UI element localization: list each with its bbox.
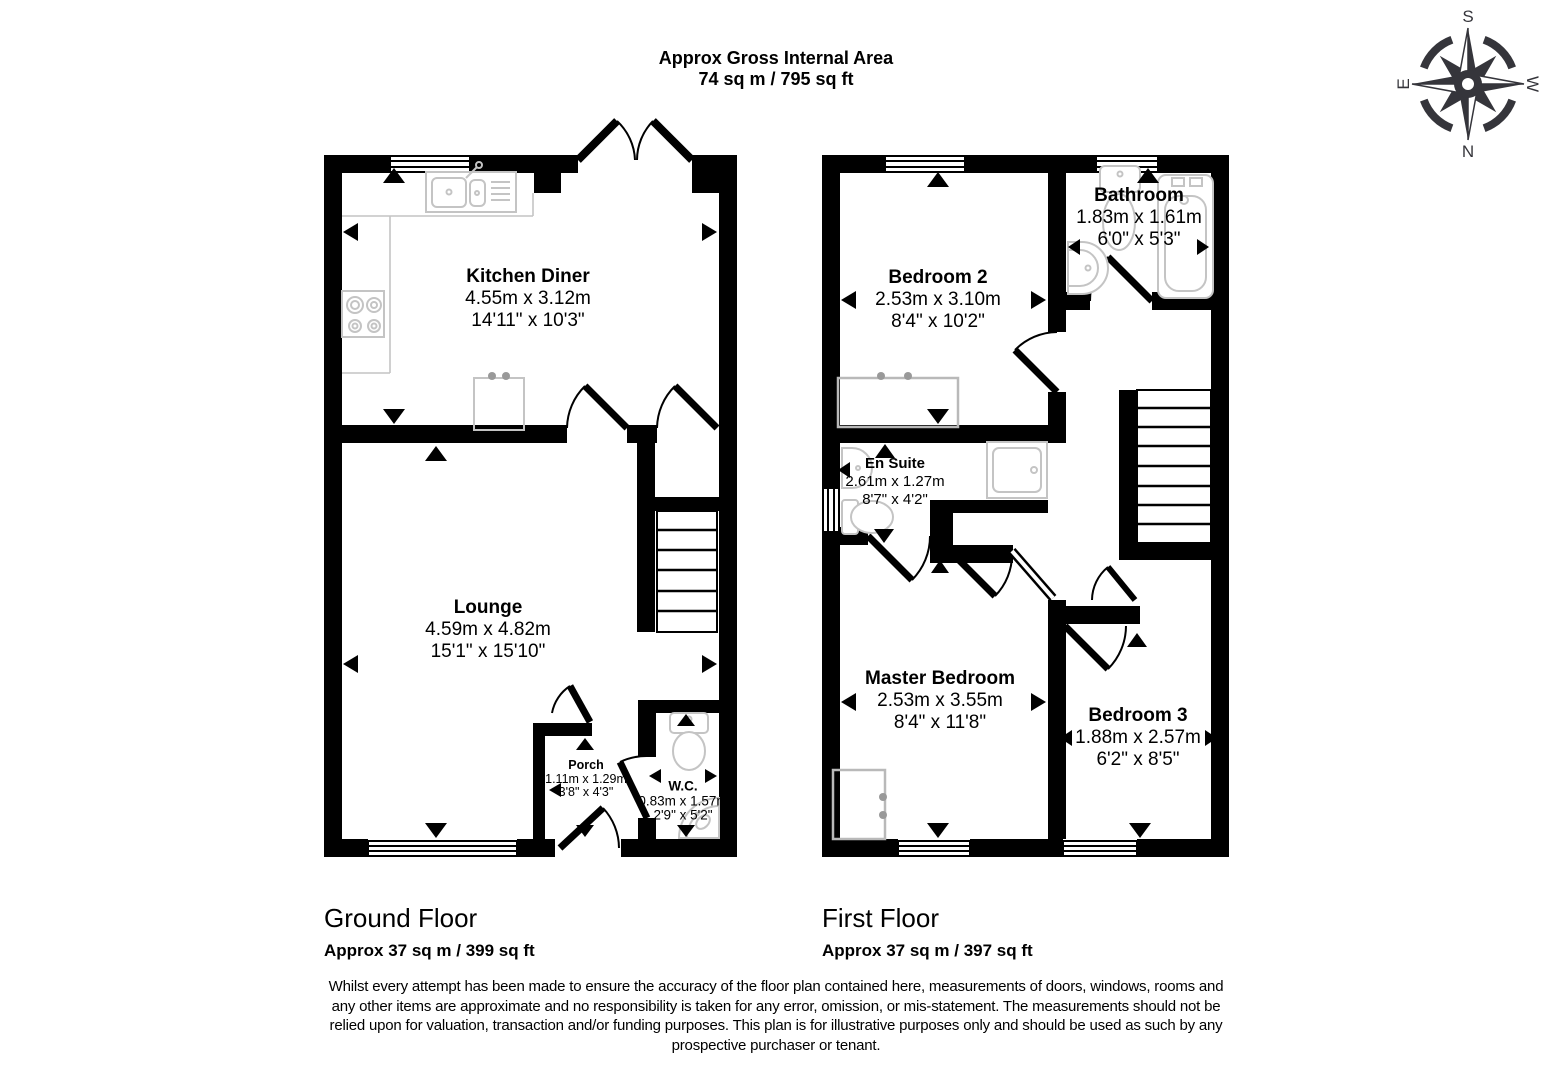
room-imperial: 6'0" x 5'3" <box>1097 229 1181 250</box>
bedroom2-window <box>885 156 965 172</box>
first-floor-caption <box>822 903 1033 961</box>
bedroom3-window <box>1063 841 1137 856</box>
ensuite-window <box>823 488 839 532</box>
appliance-icon <box>474 372 524 430</box>
first-floor-label: First Floor <box>822 903 939 933</box>
room-imperial: 15'1" x 15'10" <box>430 641 546 662</box>
room-imperial: 8'4" x 10'2" <box>891 311 985 332</box>
room-label-master-bedroom <box>865 668 1015 734</box>
shower-icon <box>987 442 1047 498</box>
master-window <box>898 841 970 856</box>
room-name: Bedroom 3 <box>1088 705 1188 726</box>
ground-floor-label: Ground Floor <box>324 903 478 933</box>
room-label-bedroom-2 <box>875 267 1001 333</box>
room-imperial: 6'2" x 8'5" <box>1096 749 1180 770</box>
disclaimer-line: relied upon for valuation, transaction and/or funding purposes. This plan is for illustrative purposes only and should be used as such by any <box>329 1017 1223 1034</box>
room-metric: 4.55m x 3.12m <box>465 288 591 309</box>
room-name: W.C. <box>668 778 698 794</box>
room-name: Bathroom <box>1094 185 1184 206</box>
gross-internal-area: 74 sq m / 795 sq ft <box>698 69 854 89</box>
ground-floor-caption <box>324 903 535 961</box>
kitchen-door-right <box>657 386 717 428</box>
room-metric: 2.61m x 1.27m <box>845 473 945 490</box>
room-imperial: 8'7" x 4'2" <box>862 491 928 508</box>
first-floor-area: Approx 37 sq m / 397 sq ft <box>822 941 1033 960</box>
ensuite-door <box>868 536 930 580</box>
disclaimer-line: prospective purchaser or tenant. <box>671 1036 881 1054</box>
ground-floor-area: Approx 37 sq m / 399 sq ft <box>324 941 535 960</box>
ground-floor-stairs <box>657 511 717 632</box>
room-label-porch <box>545 759 627 800</box>
room-label-en-suite <box>845 455 944 509</box>
room-name: Bedroom 2 <box>888 267 988 288</box>
room-label-bathroom <box>1076 185 1202 251</box>
room-name: Master Bedroom <box>865 668 1015 689</box>
first-floor-stairs <box>1137 390 1211 543</box>
room-name: En Suite <box>864 455 925 472</box>
kitchen-door-left <box>567 386 627 428</box>
kitchen-window <box>390 156 470 172</box>
room-name: Lounge <box>453 597 523 618</box>
page-title: Approx Gross Internal Area <box>658 48 894 68</box>
compass-south-label: S <box>1462 7 1474 26</box>
page-header <box>0 48 1552 93</box>
room-label-kitchen-diner <box>465 266 591 332</box>
room-imperial: 3'8" x 4'3" <box>558 784 614 799</box>
disclaimer <box>0 977 1552 1055</box>
room-imperial: 2'9" x 5'2" <box>653 807 713 823</box>
disclaimer-line: Whilst every attempt has been made to ensure the accuracy of the floor plan contained here, measurements of doors, windows, rooms and <box>328 978 1224 995</box>
room-name: Porch <box>568 757 604 772</box>
room-metric: 0.83m x 1.57m <box>638 792 728 808</box>
room-label-wc <box>638 779 727 823</box>
room-imperial: 14'11" x 10'3" <box>471 310 585 331</box>
hob-icon <box>342 291 384 337</box>
compass-east-label: E <box>1394 78 1413 90</box>
compass-west-label: W <box>1523 75 1542 93</box>
room-metric: 1.88m x 2.57m <box>1075 727 1201 748</box>
porch-door <box>552 686 590 722</box>
landing-door <box>1012 551 1053 598</box>
bedroom2-door <box>1015 332 1057 392</box>
french-doors <box>578 121 692 160</box>
room-metric: 4.59m x 4.82m <box>425 619 551 640</box>
master-wardrobe <box>833 770 887 839</box>
room-label-bedroom-3 <box>1075 705 1201 771</box>
lounge-window <box>368 841 517 856</box>
room-metric: 2.53m x 3.10m <box>875 289 1001 310</box>
disclaimer-line: any other items are approximate and no responsibility is taken for any error, omission, or mis-statement. The measurements should not be <box>331 997 1221 1015</box>
bedroom3-door <box>1065 626 1126 669</box>
ground-floor-plan <box>324 121 737 857</box>
room-metric: 1.83m x 1.61m <box>1076 207 1202 228</box>
room-imperial: 8'4" x 11'8" <box>893 712 987 733</box>
understairs-door <box>1092 567 1135 600</box>
room-metric: 2.53m x 3.55m <box>877 690 1003 711</box>
compass-north-label: N <box>1461 142 1475 161</box>
room-metric: 1.11m x 1.29m <box>545 771 627 786</box>
room-label-lounge <box>425 597 551 663</box>
room-name: Kitchen Diner <box>466 266 590 287</box>
